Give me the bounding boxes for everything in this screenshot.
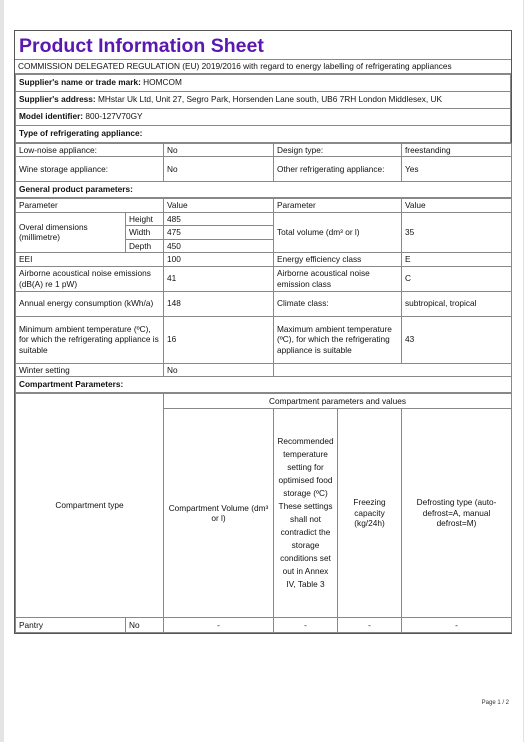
compartment-volume-header: Compartment Volume (dm³ or l) [164, 409, 274, 618]
compartment-type-header: Compartment type [16, 394, 164, 618]
annual-consumption-value: 148 [164, 291, 274, 316]
climate-label: Climate class: [274, 291, 402, 316]
depth-label: Depth [126, 239, 164, 253]
total-volume-label: Total volume (dm³ or l) [274, 212, 402, 253]
recommended-temperature-header: Recommended temperature setting for optimised food storage (ºC) These settings shall not contradict the storage conditions set out in Annex IV, Table 3 [274, 409, 338, 618]
general-heading: General product parameters: [16, 182, 512, 198]
noise-class-value: C [402, 266, 512, 291]
page-number: Page 1 / 2 [481, 700, 509, 706]
width-label: Width [126, 226, 164, 240]
defrosting-type-header: Defrosting type (auto-defrost=A, manual defrost=M) [402, 409, 512, 618]
pantry-label: Pantry [16, 618, 126, 633]
value-header: Value [164, 199, 274, 213]
winter-value: No [164, 363, 274, 377]
model-row [16, 108, 511, 125]
eei-label: EEI [16, 253, 164, 267]
low-noise-label: Low-noise appliance: [16, 143, 164, 157]
model-label: Model identifier: [19, 111, 84, 122]
pantry-temperature: - [274, 618, 338, 633]
energy-class-label: Energy efficiency class [274, 253, 402, 267]
general-parameters-table [15, 198, 512, 393]
supplier-name-label: Supplier's name or trade mark: [19, 77, 141, 88]
product-information-sheet [14, 30, 512, 634]
supplier-address-row [16, 91, 511, 108]
eei-value: 100 [164, 253, 274, 267]
low-noise-value: No [164, 143, 274, 157]
max-temp-label: Maximum ambient temperature (ºC), for which the refrigerating appliance is suitable [274, 316, 402, 363]
winter-label: Winter setting [16, 363, 164, 377]
energy-class-value: E [402, 253, 512, 267]
regulation-text: COMMISSION DELEGATED REGULATION (EU) 2019/2016 with regard to energy labelling of refrigerating appliances [15, 60, 511, 74]
compartment-table [15, 393, 512, 633]
noise-value: 41 [164, 266, 274, 291]
pantry-value: No [126, 618, 164, 633]
compartment-values-header: Compartment parameters and values [164, 394, 512, 409]
supplier-address-label: Supplier's address: [19, 94, 96, 105]
page-edge [523, 0, 524, 742]
supplier-name-row [16, 74, 511, 91]
min-temp-label: Minimum ambient temperature (ºC), for which the refrigerating appliance is suitable [16, 316, 164, 363]
pantry-volume: - [164, 618, 274, 633]
supplier-name: HOMCOM [143, 77, 182, 88]
min-temp-value: 16 [164, 316, 274, 363]
wine-label: Wine storage appliance: [16, 157, 164, 182]
freezing-capacity-header: Freezing capacity (kg/24h) [338, 409, 402, 618]
compartment-heading: Compartment Parameters: [16, 377, 512, 393]
depth-value: 450 [164, 239, 274, 253]
model-identifier: 800-127V70GY [85, 111, 143, 122]
design-type-value: freestanding [402, 143, 512, 157]
parameter-header-2: Parameter [274, 199, 402, 213]
width-value: 475 [164, 226, 274, 240]
climate-value: subtropical, tropical [402, 291, 512, 316]
total-volume-value: 35 [402, 212, 512, 253]
wine-value: No [164, 157, 274, 182]
dimensions-label: Overal dimensions (millimetre) [16, 212, 126, 253]
design-type-label: Design type: [274, 143, 402, 157]
header-table [15, 31, 511, 74]
type-heading: Type of refrigerating appliance: [16, 125, 511, 142]
annual-consumption-label: Annual energy consumption (kWh/a) [16, 291, 164, 316]
sheet-title: Product Information Sheet [19, 35, 264, 57]
parameter-header: Parameter [16, 199, 164, 213]
winter-empty [274, 363, 512, 377]
height-value: 485 [164, 212, 274, 226]
appliance-type-table [15, 143, 512, 199]
max-temp-value: 43 [402, 316, 512, 363]
pantry-freezing: - [338, 618, 402, 633]
other-label: Other refrigerating appliance: [274, 157, 402, 182]
noise-class-label: Airborne acoustical noise emission class [274, 266, 402, 291]
supplier-address: MHstar Uk Ltd, Unit 27, Segro Park, Horsenden Lane south, UB6 7RH London Middlesex, UK [97, 94, 443, 105]
other-value: Yes [402, 157, 512, 182]
supplier-table [15, 74, 511, 143]
value-header-2: Value [402, 199, 512, 213]
pantry-defrost: - [402, 618, 512, 633]
noise-label: Airborne acoustical noise emissions (dB(A) re 1 pW) [16, 266, 164, 291]
height-label: Height [126, 212, 164, 226]
